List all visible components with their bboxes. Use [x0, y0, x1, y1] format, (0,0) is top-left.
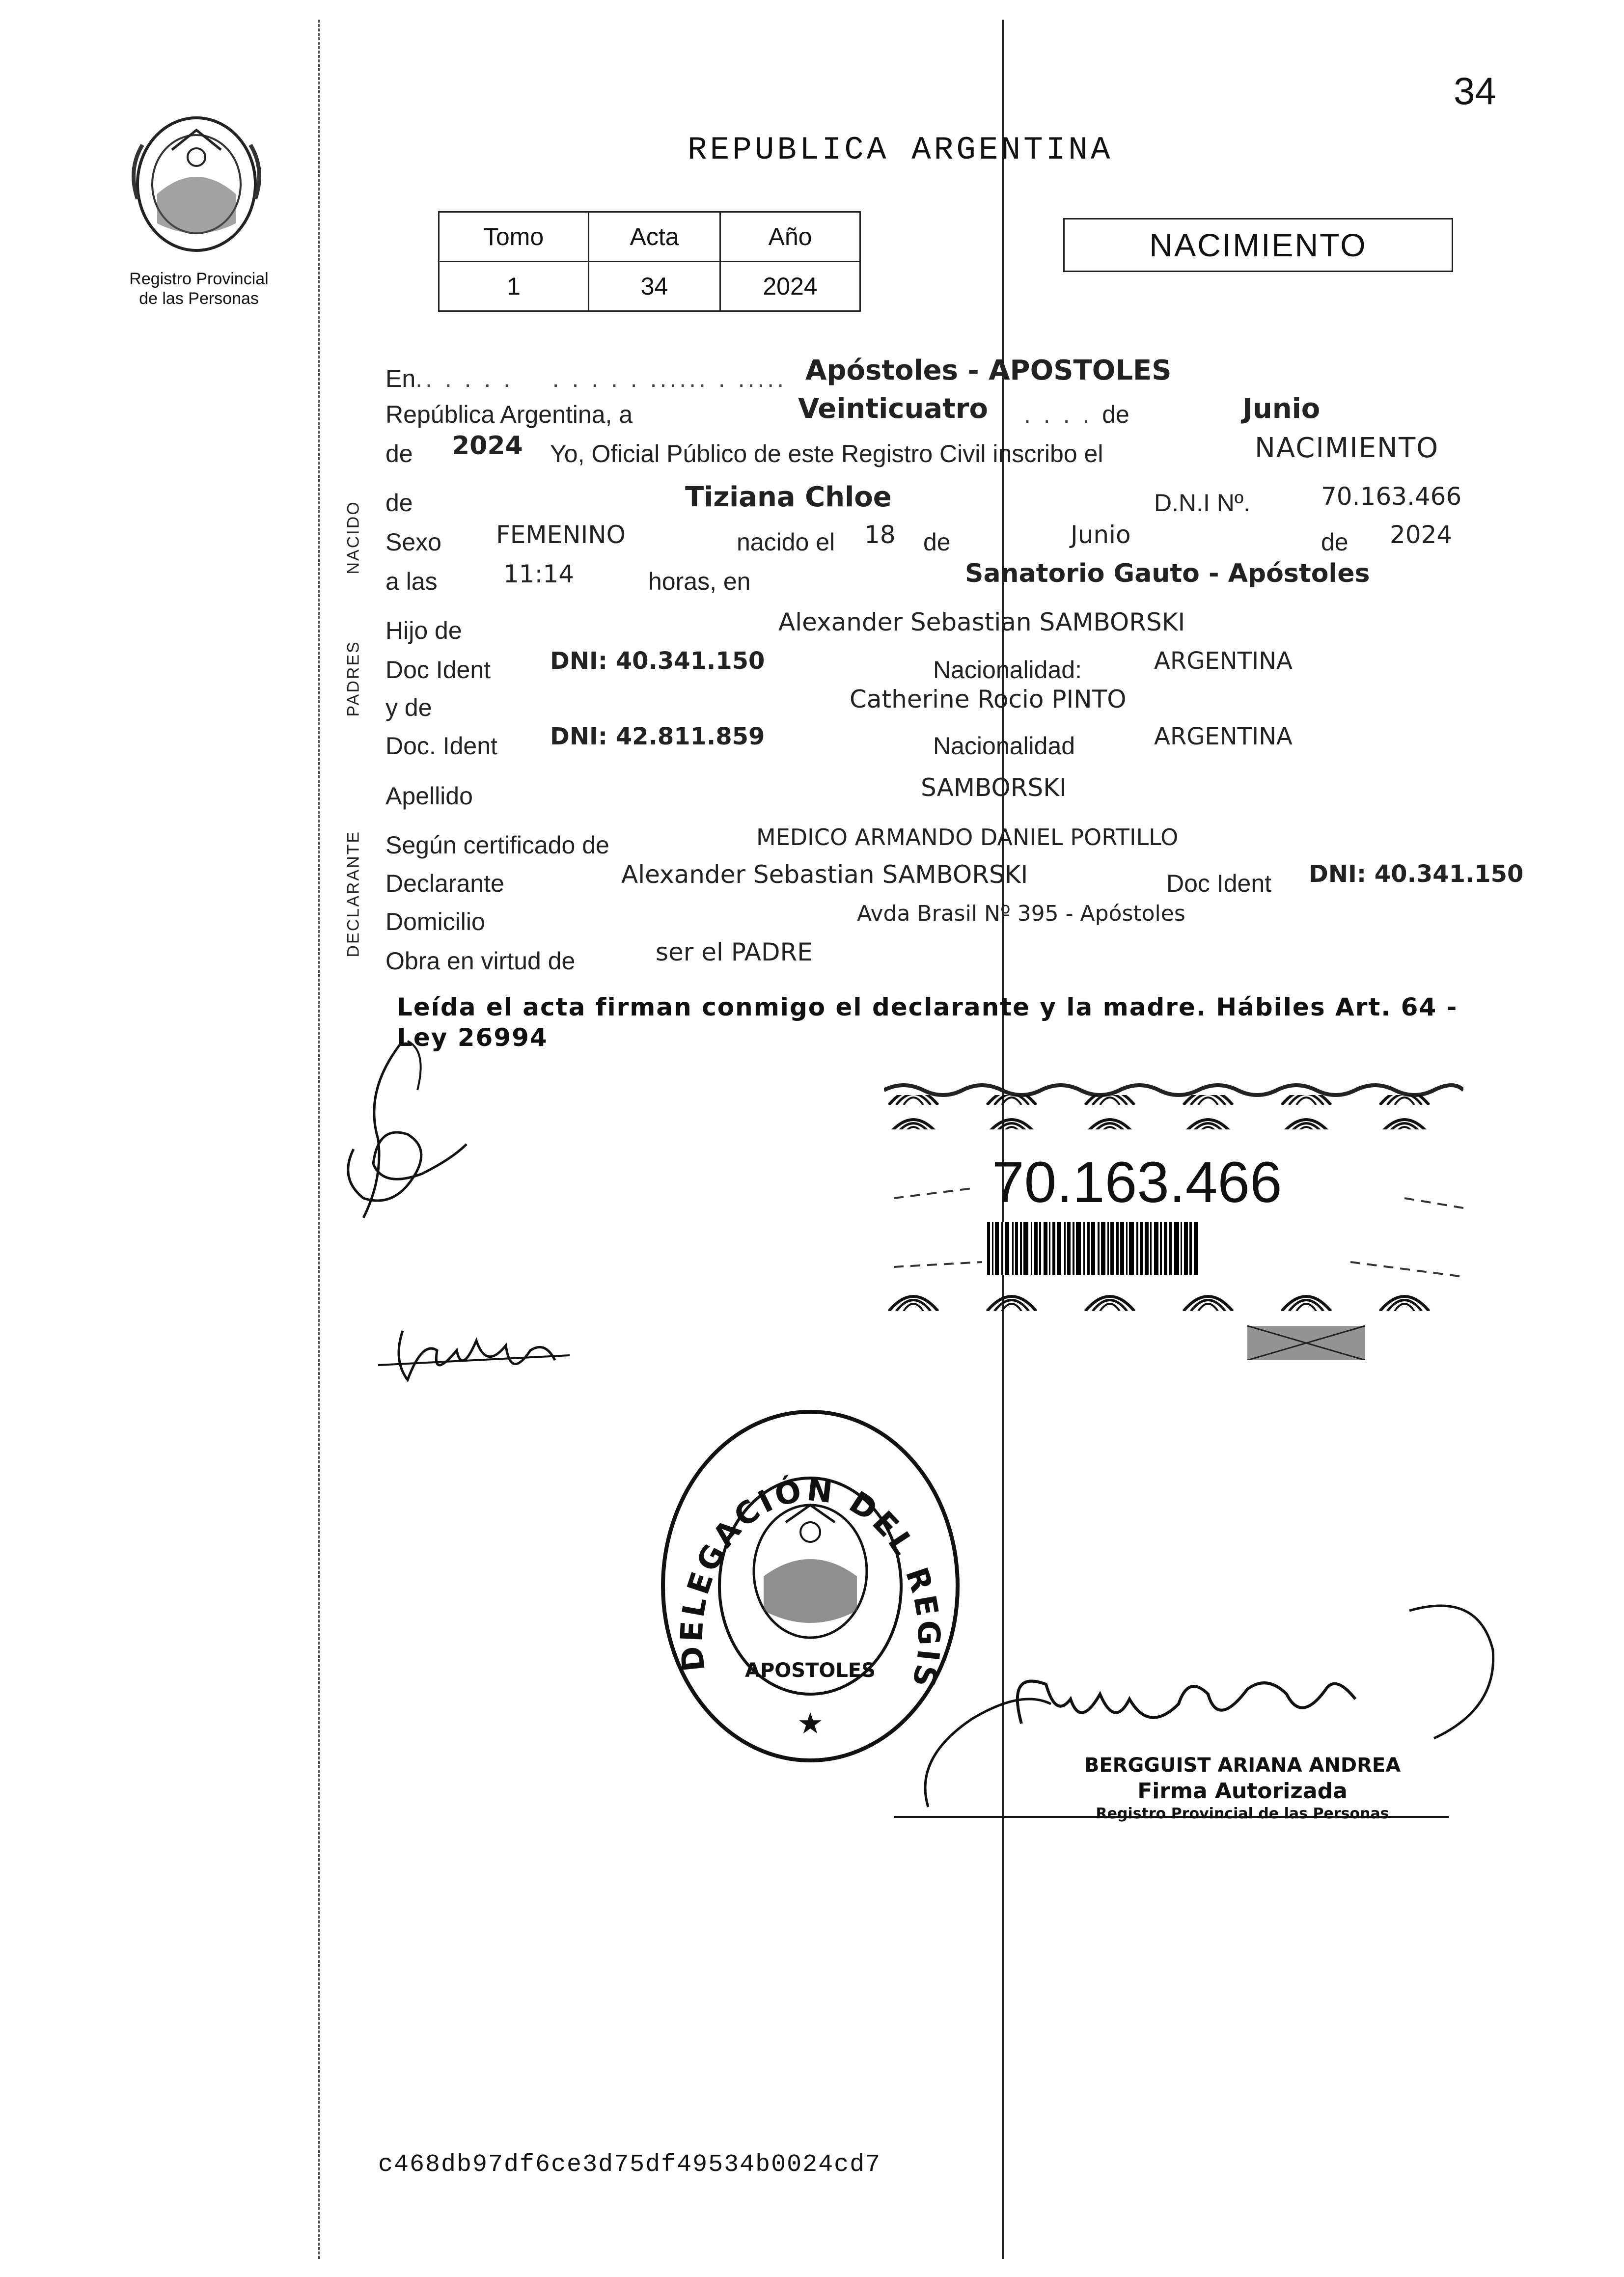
section-label-padres: PADRES — [344, 640, 363, 717]
table-cell: 1 — [439, 262, 589, 311]
document-hash: c468db97df6ce3d75df49534b0024cd7 — [378, 2151, 881, 2179]
seal-bottom-text: APOSTOLES — [745, 1659, 876, 1682]
value-madre-nacionalidad: ARGENTINA — [1154, 723, 1293, 750]
label-republica: República Argentina, a — [385, 401, 633, 428]
dni-sticker-number: 70.163.466 — [992, 1150, 1282, 1215]
label-doc-ident-1: Doc Ident — [385, 656, 491, 684]
label-sexo: Sexo — [385, 528, 441, 556]
country-title: REPUBLICA ARGENTINA — [688, 132, 1113, 168]
official-initials-signature — [373, 1321, 579, 1390]
label-en: En — [385, 365, 416, 392]
section-label-declarante: DECLARANTE — [344, 830, 363, 958]
table-cell: 34 — [589, 262, 720, 311]
form-body: En.. . . . . . . . . . ...... . ..... Apóstoles - APOSTOLES República Argentina, a Veinticuatro . . . . de Junio de 2024 Yo, Oficial Público de este Registro Civil inscribo el NACIMIENTO de Tiziana Chloe D.N.I Nº. 70.163.466 Sexo FEMENINO nacido el 18 de Junio de 2024 a las 11:14 horas, en Sanatorio Gauto - Apóstoles Hijo de Alexander Sebastian SAMBORSKI Doc Ident DNI: 40.341.150 Nacionalidad: ARGENTINA y de Catherine Rocio PINTO Doc. Ident DNI: 42.811.859 Nacionalidad ARGENTINA Apellido SAMBORSKI Según certificado de MEDICO ARMANDO DANIEL PORTILLO Declarante Alexander Sebastian SAMBORSKI Doc Ident DNI: 40.341.150 Domicilio Avda Brasil Nº 395 - Apóstoles Obra en virtud de ser el PADRE — [385, 355, 1524, 975]
declarant-signature — [334, 1031, 491, 1237]
table-cell: 2024 — [720, 262, 860, 311]
value-anio-nac: 2024 — [1390, 521, 1453, 549]
label-a-las: a las — [385, 568, 438, 595]
value-padre-nacionalidad: ARGENTINA — [1154, 647, 1293, 675]
value-acto: NACIMIENTO — [1255, 432, 1439, 464]
page-number: 34 — [1454, 69, 1496, 112]
value-dia: Veinticuatro — [798, 393, 988, 425]
office-caption: Registro Provincial de las Personas — [129, 270, 269, 308]
label-horas-en: horas, en — [648, 568, 751, 595]
seal-star-icon: ★ — [797, 1706, 824, 1741]
label-nacionalidad-1: Nacionalidad: — [933, 656, 1082, 684]
value-padre-dni: DNI: 40.341.150 — [550, 647, 765, 675]
value-hora: 11:14 — [503, 560, 575, 588]
signatory-office: Registro Provincial de las Personas — [1096, 1805, 1389, 1822]
value-mes: Junio — [1242, 393, 1321, 425]
section-label-nacido: NACIDO — [344, 500, 363, 575]
label-dni: D.N.I Nº. — [1154, 489, 1251, 517]
label-de-mes-nac: de — [923, 528, 951, 556]
label-domicilio: Domicilio — [385, 908, 485, 935]
value-nombre: Tiziana Chloe — [685, 481, 892, 513]
label-doc-ident-decl: Doc Ident — [1166, 870, 1272, 897]
value-dni: 70.163.466 — [1321, 482, 1462, 511]
value-dia-nac: 18 — [864, 521, 896, 549]
signatory-block — [1080, 1753, 1404, 1823]
value-apellido: SAMBORSKI — [921, 773, 1067, 802]
label-de-anio: de — [385, 440, 413, 467]
seal-outer-text: DELEGACIÓN DEL REGIS — [673, 1471, 947, 1694]
label-y-de: y de — [385, 694, 432, 721]
value-anio: 2024 — [452, 431, 523, 461]
value-obra-en-virtud: ser el PADRE — [656, 938, 813, 966]
value-mes-nac: Junio — [1071, 521, 1131, 549]
value-sexo: FEMENINO — [496, 521, 626, 549]
label-doc-ident-2: Doc. Ident — [385, 732, 497, 760]
table-header: Tomo — [439, 212, 589, 262]
value-padre: Alexander Sebastian SAMBORSKI — [778, 608, 1185, 636]
value-lugar-nac: Sanatorio Gauto - Apóstoles — [965, 559, 1370, 588]
label-de-anio-nac: de — [1321, 528, 1349, 556]
dni-barcode — [987, 1222, 1292, 1275]
signatory-role: Firma Autorizada — [1137, 1779, 1348, 1804]
value-domicilio: Avda Brasil Nº 395 - Apóstoles — [857, 901, 1185, 926]
value-madre-dni: DNI: 42.811.859 — [550, 723, 765, 750]
label-segun-certificado: Según certificado de — [385, 831, 609, 859]
closing-text: Leída el acta firman conmigo el declarante y la madre. Hábiles Art. 64 - Ley 26994 — [397, 993, 1458, 1052]
label-hijo-de: Hijo de — [385, 617, 462, 644]
dni-sticker — [884, 1075, 1463, 1360]
signatory-name: BERGGUIST ARIANA ANDREA — [1084, 1754, 1401, 1777]
label-de-mes: de — [1102, 401, 1129, 428]
label-obra-en-virtud: Obra en virtud de — [385, 947, 576, 975]
value-declarante-dni: DNI: 40.341.150 — [1309, 860, 1524, 888]
label-nacionalidad-2: Nacionalidad — [933, 732, 1075, 760]
label-nacido-el: nacido el — [737, 528, 835, 556]
value-madre: Catherine Rocio PINTO — [850, 685, 1127, 713]
value-declarante: Alexander Sebastian SAMBORSKI — [621, 860, 1028, 889]
table-header: Acta — [589, 212, 720, 262]
value-certificado: MEDICO ARMANDO DANIEL PORTILLO — [756, 824, 1179, 850]
table-header: Año — [720, 212, 860, 262]
label-declarante: Declarante — [385, 870, 504, 897]
label-apellido: Apellido — [385, 782, 473, 810]
label-yo-oficial: Yo, Oficial Público de este Registro Civil inscribo el — [550, 440, 1103, 467]
record-type: NACIMIENTO — [1149, 227, 1367, 263]
value-lugar: Apóstoles - APOSTOLES — [805, 355, 1172, 386]
label-de-nombre: de — [385, 489, 413, 517]
